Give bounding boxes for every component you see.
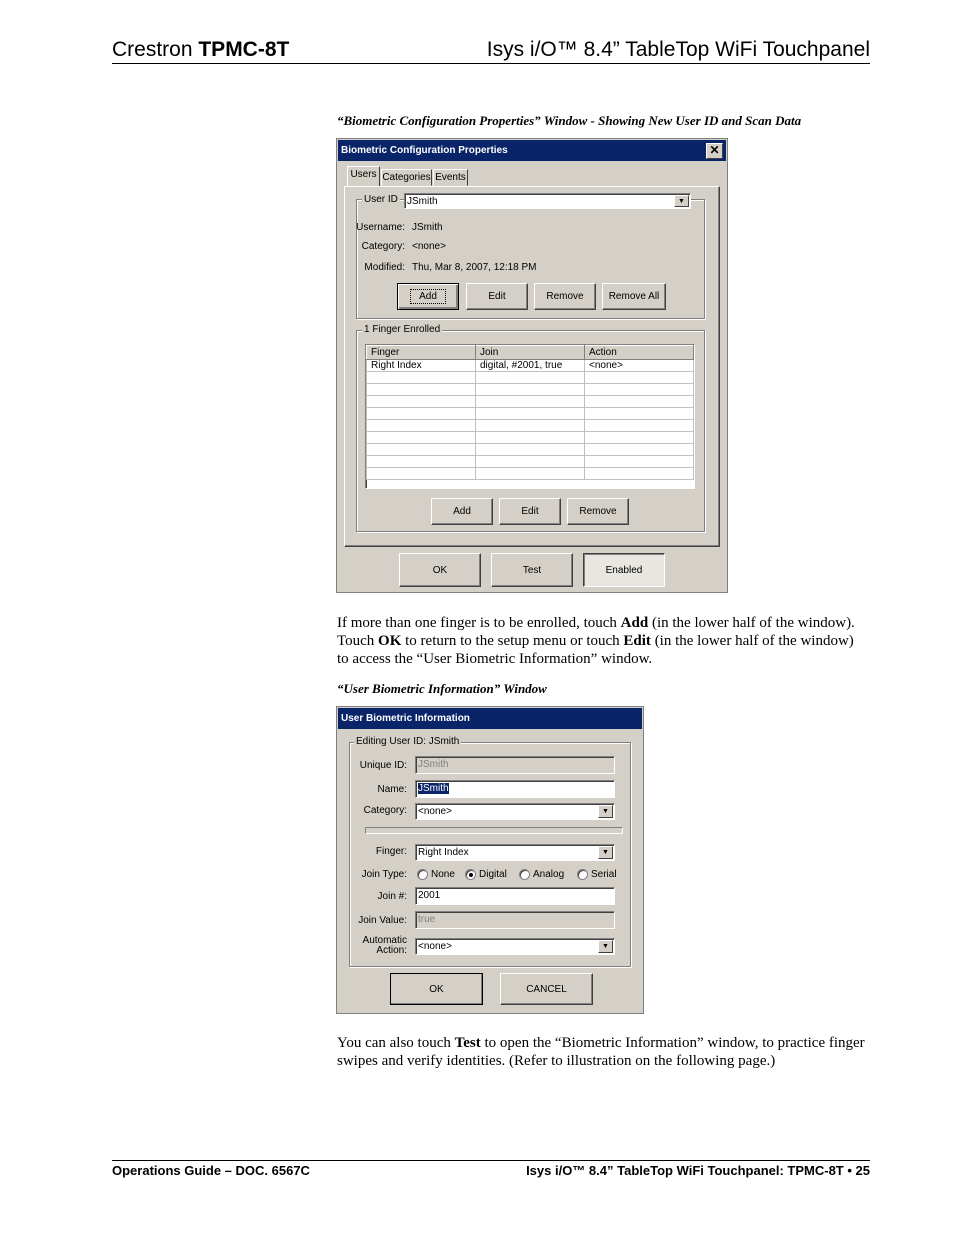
- add-user-button[interactable]: Add: [397, 283, 459, 310]
- table-row: [367, 384, 694, 396]
- table-row: [367, 372, 694, 384]
- table-row: [367, 396, 694, 408]
- edit-user-group-label: Editing User ID: JSmith: [356, 736, 460, 747]
- finger-label: Finger:: [375, 846, 407, 857]
- table-row: [367, 420, 694, 432]
- header-brand: Crestron TPMC-8T: [112, 38, 290, 61]
- join-value-field: true: [415, 911, 615, 929]
- figure-caption-2: “User Biometric Information” Window: [337, 681, 547, 696]
- cancel-button[interactable]: CANCEL: [500, 973, 593, 1005]
- join-value-label: Join Value:: [358, 915, 407, 926]
- remove-user-button[interactable]: Remove: [534, 283, 596, 310]
- unique-id-label: Unique ID:: [359, 760, 407, 771]
- ok-button[interactable]: OK: [399, 553, 481, 587]
- name-input[interactable]: JSmith: [415, 780, 615, 798]
- radio-label-digital: Digital: [479, 869, 507, 880]
- join-number-label: Join #:: [377, 891, 407, 902]
- edit-finger-button[interactable]: Edit: [499, 498, 561, 525]
- tab-categories[interactable]: Categories: [381, 169, 432, 186]
- footer-doc: Operations Guide – DOC. 6567C: [112, 1163, 310, 1178]
- figure-caption-1: “Biometric Configuration Properties” Window - Showing New User ID and Scan Data: [337, 113, 802, 128]
- automatic-action-dropdown[interactable]: <none> ▼: [415, 938, 615, 955]
- header-model: TPMC-8T: [198, 38, 290, 61]
- chevron-down-icon[interactable]: ▼: [598, 846, 613, 859]
- chevron-down-icon[interactable]: ▼: [598, 805, 613, 818]
- unique-id-field: JSmith: [415, 756, 615, 774]
- user-biometric-dialog: [336, 706, 644, 1014]
- remove-all-button[interactable]: Remove All: [602, 283, 666, 310]
- category-value: <none>: [412, 241, 446, 252]
- modified-value: Thu, Mar 8, 2007, 12:18 PM: [412, 262, 537, 273]
- radio-join-none[interactable]: [417, 869, 428, 880]
- radio-join-digital[interactable]: [465, 869, 476, 880]
- finger-group-label: 1 Finger Enrolled: [364, 324, 441, 335]
- chevron-down-icon[interactable]: ▼: [674, 195, 689, 207]
- users-tab-panel: [344, 186, 720, 547]
- tab-events[interactable]: Events: [433, 169, 468, 186]
- table-row: [367, 432, 694, 444]
- tab-users[interactable]: Users: [347, 166, 380, 186]
- table-row: [367, 456, 694, 468]
- column-header-finger[interactable]: Finger: [367, 346, 476, 360]
- cell-finger: Right Index: [367, 360, 476, 372]
- chevron-down-icon[interactable]: ▼: [598, 940, 613, 953]
- ok-button[interactable]: OK: [390, 973, 483, 1005]
- finger-dropdown[interactable]: Right Index ▼: [415, 844, 615, 861]
- table-row: [367, 408, 694, 420]
- user-id-value: JSmith: [407, 196, 438, 207]
- dialog-titlebar: [338, 708, 642, 729]
- username-label: Username:: [356, 222, 405, 233]
- table-row: [367, 444, 694, 456]
- enabled-toggle[interactable]: Enabled: [583, 553, 665, 587]
- dialog-title: User Biometric Information: [341, 713, 470, 724]
- automatic-action-label: Automatic Action:: [362, 935, 407, 956]
- close-icon[interactable]: ✕: [706, 143, 723, 159]
- dialog-title: Biometric Configuration Properties: [341, 145, 508, 156]
- category-label: Category:: [361, 241, 405, 252]
- cell-join: digital, #2001, true: [476, 360, 585, 372]
- page-footer: [112, 1160, 870, 1178]
- column-header-join[interactable]: Join: [476, 346, 585, 360]
- remove-finger-button[interactable]: Remove: [567, 498, 629, 525]
- join-type-label: Join Type:: [361, 869, 407, 880]
- user-id-label: User ID: [364, 194, 398, 205]
- modified-label: Modified:: [364, 262, 405, 273]
- biometric-config-dialog: [336, 138, 728, 593]
- radio-join-analog[interactable]: [519, 869, 530, 880]
- category-dropdown[interactable]: <none> ▼: [415, 803, 615, 820]
- table-row[interactable]: [367, 360, 694, 372]
- cell-action: <none>: [585, 360, 694, 372]
- column-header-action[interactable]: Action: [585, 346, 694, 360]
- add-finger-button[interactable]: Add: [431, 498, 493, 525]
- table-row: [367, 468, 694, 480]
- finger-table: [365, 344, 695, 489]
- radio-join-serial[interactable]: [577, 869, 588, 880]
- table-header-row: [367, 346, 694, 360]
- page-header: [112, 37, 870, 64]
- join-number-input[interactable]: 2001: [415, 887, 615, 905]
- paragraph-1: If more than one finger is to be enrolled, touch Add (in the lower half of the window). Touch OK to return to the setup menu or touch Edit (in the lower half of the window) to access the “User Biometric Information” window.: [337, 615, 855, 667]
- name-label: Name:: [377, 784, 407, 795]
- edit-user-button[interactable]: Edit: [466, 283, 528, 310]
- category-label: Category:: [363, 805, 407, 816]
- radio-label-serial: Serial: [591, 869, 617, 880]
- radio-label-none: None: [431, 869, 455, 880]
- paragraph-2: You can also touch Test to open the “Biometric Information” window, to practice finger swipes and verify identities. (Refer to illustration on the following page.): [337, 1035, 865, 1069]
- dialog-titlebar: [338, 140, 726, 161]
- footer-page: Isys i/O™ 8.4” TableTop WiFi Touchpanel: TPMC-8T • 25: [526, 1163, 870, 1178]
- username-value: JSmith: [412, 222, 443, 233]
- user-id-dropdown[interactable]: [404, 193, 691, 209]
- radio-label-analog: Analog: [533, 869, 565, 880]
- test-button[interactable]: Test: [491, 553, 573, 587]
- divider: [365, 827, 623, 834]
- header-title: Isys i/O™ 8.4” TableTop WiFi Touchpanel: [486, 38, 870, 61]
